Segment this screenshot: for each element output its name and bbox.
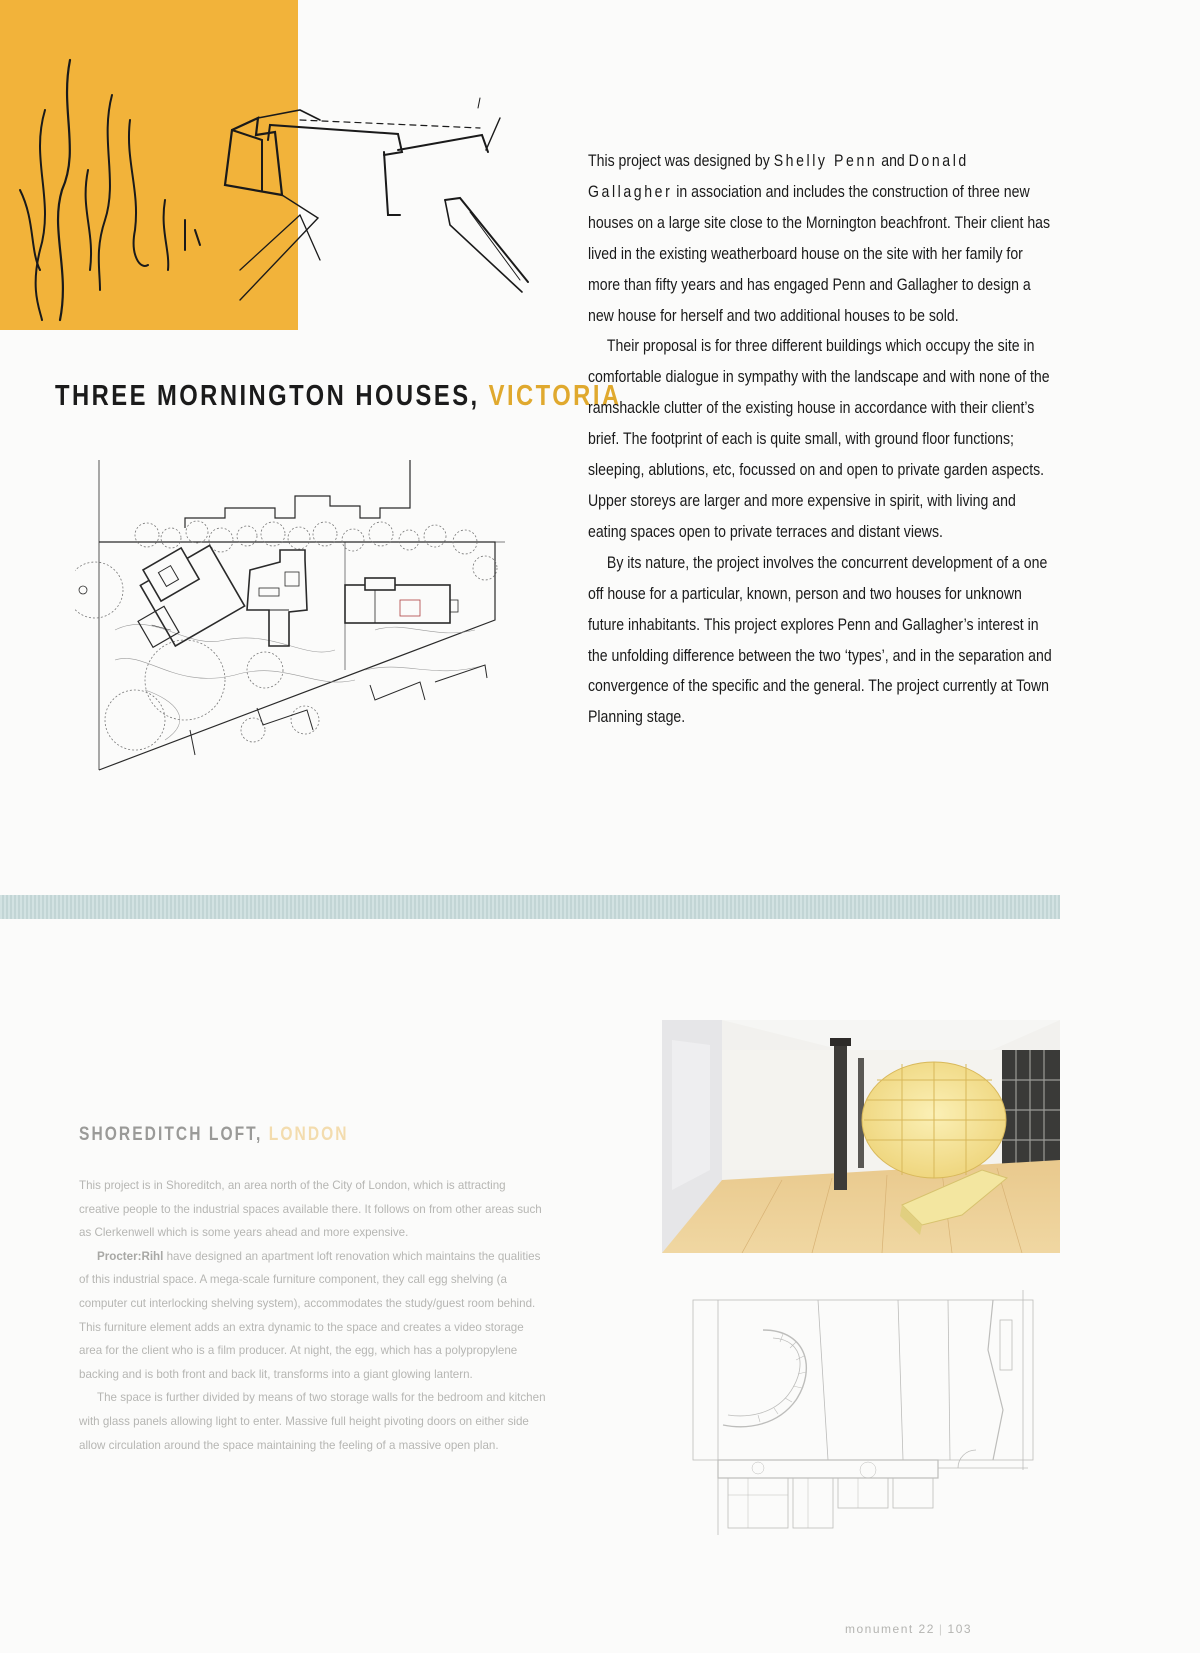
title-main: THREE MORNINGTON HOUSES, <box>55 380 489 412</box>
page-number: 103 <box>947 1622 973 1636</box>
paragraph-1: This project is in Shoreditch, an area north of the City of London, which is attracting creative people to the industrial spaces available there. It follows on from other areas such as Clerkenwell which is some years ahead and more expensive. <box>79 1179 542 1240</box>
architect-firm: Procter:Rihl <box>97 1249 164 1263</box>
section-divider-band <box>0 895 1060 919</box>
loft-floor-plan <box>688 1290 1058 1535</box>
concept-sketch <box>0 0 560 340</box>
project-title-mornington <box>55 380 622 413</box>
project-title-shoreditch <box>79 1124 349 1146</box>
magazine-issue: monument 22 <box>845 1622 935 1636</box>
page-footer <box>845 1622 972 1636</box>
p2-rest: have designed an apartment loft renovation which maintains the qualities of this industrial space. A mega-scale furniture component, they call egg shelving (a computer cut interlocking shelving system), accommodates the study/guest room behind. This furniture element adds an extra dynamic to the space and creates a video storage area for the client who is a film producer. At night, the egg, which has a polypropylene backing and is both front and back lit, transforms into a giant glowing lantern. <box>79 1249 541 1381</box>
article-body-mornington <box>588 146 1052 733</box>
paragraph-3: The space is further divided by means of two storage walls for the bedroom and kitchen with glass panels allowing light to enter. Massive full height pivoting doors on either side allow circulation around the space maintaining the feeling of a massive open plan. <box>79 1391 546 1452</box>
architect-name-1: Shelly Penn <box>773 152 878 170</box>
title-location: LONDON <box>268 1124 349 1145</box>
architect-name-2: Donald Gallagher <box>588 152 969 201</box>
p1-before: This project was designed by <box>588 152 774 170</box>
title-location: VICTORIA <box>488 380 622 412</box>
paragraph-3: By its nature, the project involves the concurrent development of a one off house for a particular, known, person and two houses for unknown future inhabitants. This project explores Penn and Gallagher’s interest in the unfolding difference between the two ‘types’, and in the separation and convergence of the specific and the general. The project currently at Town Planning stage. <box>588 553 1052 727</box>
paragraph-1 <box>588 146 1052 331</box>
footer-separator: | <box>938 1622 944 1636</box>
p1-after: in association and includes the construction of three new houses on a large site close to the Mornington beachfront. Their client has lived in the existing weatherboard house on the site with her family for more than fifty years and has engaged Penn and Gallagher to design a new house for herself and two additional houses to be sold. <box>588 182 1051 325</box>
loft-interior-render <box>662 1020 1060 1253</box>
paragraph-2: Their proposal is for three different buildings which occupy the site in comfortable dialogue in sympathy with the landscape and with none of the ramshackle clutter of the existing house in accordance with their client’s brief. The footprint of each is quite small, with ground floor functions; sleeping, ablutions, etc, focussed on and open to private garden aspects. Upper storeys are larger and more expensive in spirit, with living and eating spaces open to private terraces and distant views. <box>588 337 1050 541</box>
paragraph-2 <box>79 1245 549 1387</box>
p1-and: and <box>877 152 909 170</box>
article-body-shoreditch <box>79 1174 549 1457</box>
title-main: SHOREDITCH LOFT, <box>79 1124 269 1145</box>
site-plan-drawing <box>75 460 555 820</box>
